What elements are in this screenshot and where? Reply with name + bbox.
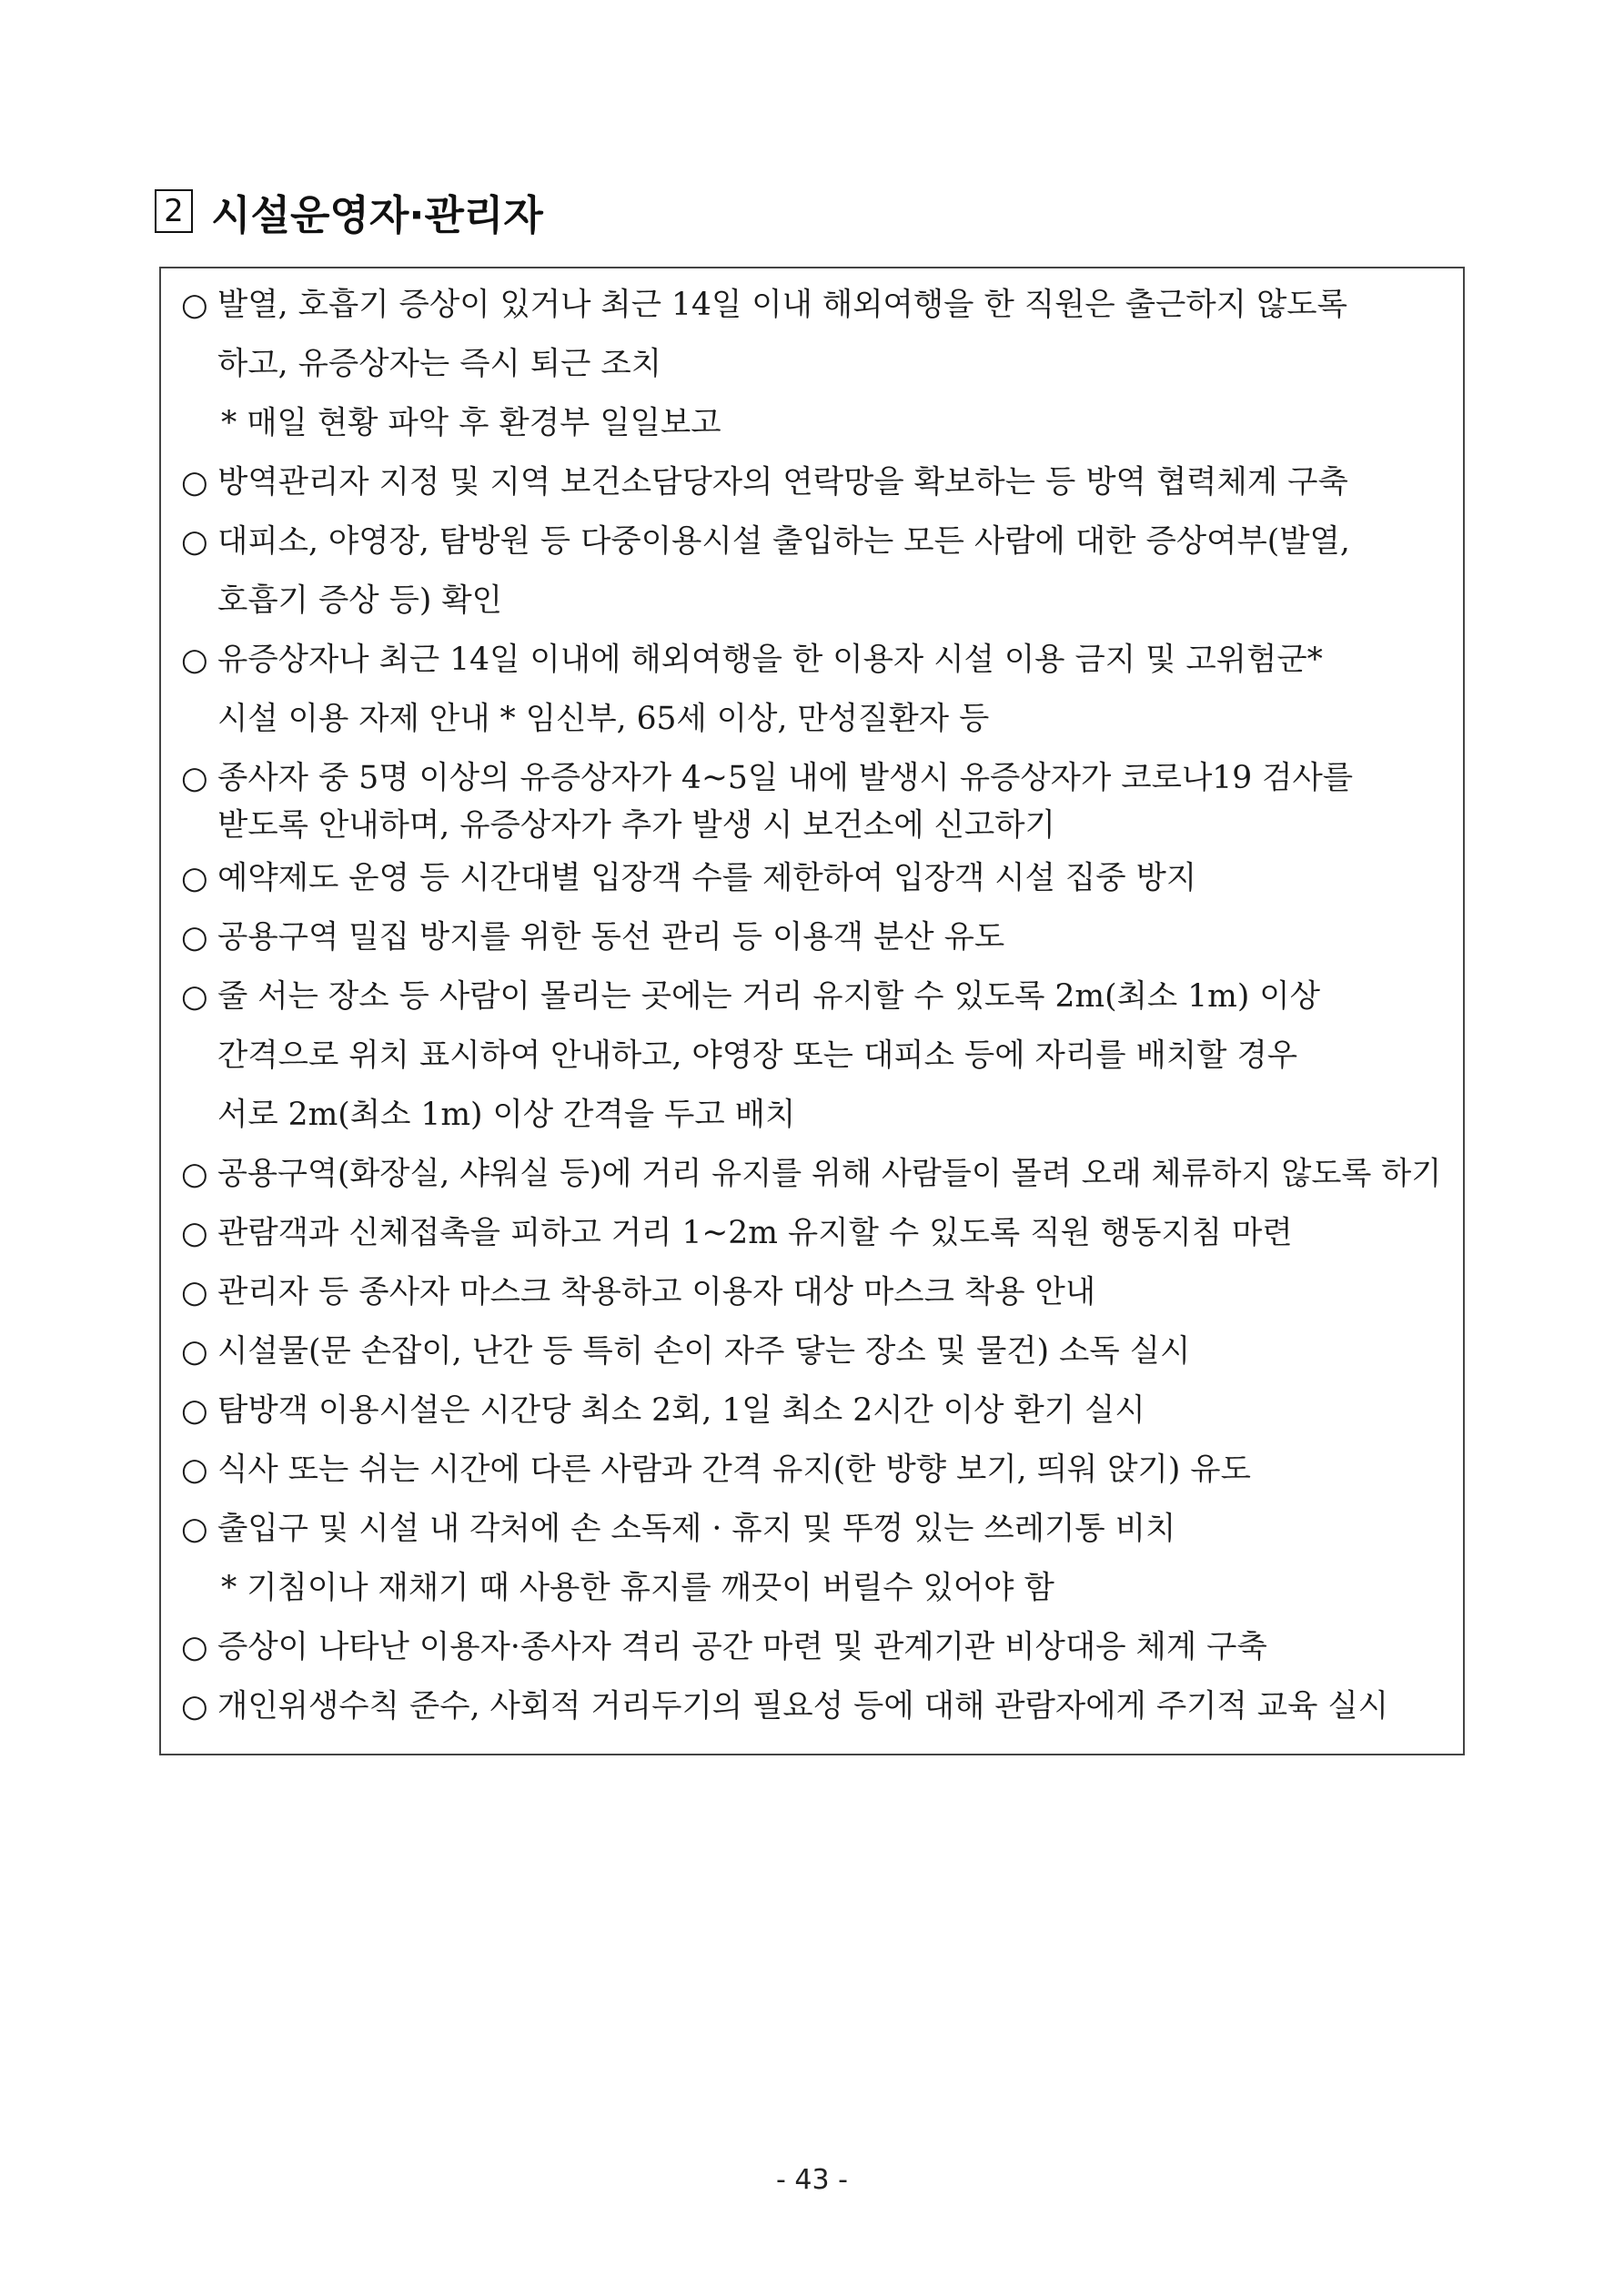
list-item-line: 간격으로 위치 표시하여 안내하고, 야영장 또는 대피소 등에 자리를 배치할 경우: [217, 1037, 1298, 1074]
list-item-line: 받도록 안내하며, 유증상자가 추가 발생 시 보건소에 신고하기: [217, 807, 1055, 844]
list-item-line: 유증상자나 최근 14일 이내에 해외여행을 한 이용자 시설 이용 금지 및 고위험군*: [217, 642, 1323, 678]
bullet-icon: ○: [181, 1688, 208, 1725]
bullet-icon: ○: [181, 523, 208, 560]
list-item-line: 호흡기 증상 등) 확인: [217, 582, 502, 619]
bullet-icon: ○: [181, 1629, 208, 1665]
bullet-icon: ○: [181, 978, 208, 1015]
list-item-line: 방역관리자 지정 및 지역 보건소담당자의 연락망을 확보하는 등 방역 협력체계 구축: [217, 464, 1348, 501]
list-item-line: 관리자 등 종사자 마스크 착용하고 이용자 대상 마스크 착용 안내: [217, 1274, 1096, 1310]
list-item-line: 예약제도 운영 등 시간대별 입장객 수를 제한하여 입장객 시설 집중 방지: [217, 860, 1197, 896]
bullet-icon: ○: [181, 1511, 208, 1547]
list-item-line: 시설물(문 손잡이, 난간 등 특히 손이 자주 닿는 장소 및 물건) 소독 실시: [217, 1333, 1191, 1370]
bullet-icon: ○: [181, 464, 208, 501]
section-title: 시설운영자·관리자: [211, 190, 543, 239]
list-item-line: 시설 이용 자제 안내 * 임신부, 65세 이상, 만성질환자 등: [217, 701, 990, 737]
section-heading: [155, 182, 543, 240]
list-item-line: 관람객과 신체접촉을 피하고 거리 1~2m 유지할 수 있도록 직원 행동지침 마련: [217, 1215, 1293, 1251]
list-item-line: 하고, 유증상자는 즉시 퇴근 조치: [217, 346, 662, 382]
list-item-line: 출입구 및 시설 내 각처에 손 소독제 · 휴지 및 뚜껑 있는 쓰레기통 비치: [217, 1511, 1176, 1547]
list-item-note: * 기침이나 재채기 때 사용한 휴지를 깨끗이 버릴수 있어야 함: [221, 1570, 1054, 1606]
list-item-line: 종사자 중 5명 이상의 유증상자가 4~5일 내에 발생시 유증상자가 코로나19 검사를: [217, 760, 1354, 796]
list-item-line: 공용구역(화장실, 샤워실 등)에 거리 유지를 위해 사람들이 몰려 오래 체류하지 않도록 하기: [217, 1156, 1442, 1192]
list-item-line: 발열, 호흡기 증상이 있거나 최근 14일 이내 해외여행을 한 직원은 출근하지 않도록: [217, 287, 1347, 323]
bullet-icon: ○: [181, 1156, 208, 1192]
bullet-icon: ○: [181, 919, 208, 956]
bullet-icon: ○: [181, 860, 208, 896]
list-item-line: 증상이 나타난 이용자·종사자 격리 공간 마련 및 관계기관 비상대응 체계 구축: [217, 1629, 1267, 1665]
list-item-note: * 매일 현황 파악 후 환경부 일일보고: [221, 405, 721, 441]
guideline-box: [159, 267, 1465, 1755]
bullet-icon: ○: [181, 1274, 208, 1310]
list-item-line: 공용구역 밀집 방지를 위한 동선 관리 등 이용객 분산 유도: [217, 919, 1005, 956]
bullet-icon: ○: [181, 1451, 208, 1488]
list-item-line: 개인위생수칙 준수, 사회적 거리두기의 필요성 등에 대해 관람자에게 주기적 교육 실시: [217, 1688, 1389, 1725]
bullet-icon: ○: [181, 642, 208, 678]
section-number-box: 2: [155, 189, 193, 233]
list-item-line: 탐방객 이용시설은 시간당 최소 2회, 1일 최소 2시간 이상 환기 실시: [217, 1392, 1145, 1429]
bullet-icon: ○: [181, 1215, 208, 1251]
list-item-line: 식사 또는 쉬는 시간에 다른 사람과 간격 유지(한 방향 보기, 띄워 앉기) 유도: [217, 1451, 1251, 1488]
bullet-icon: ○: [181, 1392, 208, 1429]
bullet-icon: ○: [181, 287, 208, 323]
list-item-line: 줄 서는 장소 등 사람이 몰리는 곳에는 거리 유지할 수 있도록 2m(최소 1m) 이상: [217, 978, 1320, 1015]
bullet-icon: ○: [181, 760, 208, 796]
page-number: - 43 -: [776, 2164, 848, 2196]
list-item-line: 서로 2m(최소 1m) 이상 간격을 두고 배치: [217, 1097, 796, 1133]
list-item-line: 대피소, 야영장, 탐방원 등 다중이용시설 출입하는 모든 사람에 대한 증상여부(발열,: [217, 523, 1350, 560]
bullet-icon: ○: [181, 1333, 208, 1370]
